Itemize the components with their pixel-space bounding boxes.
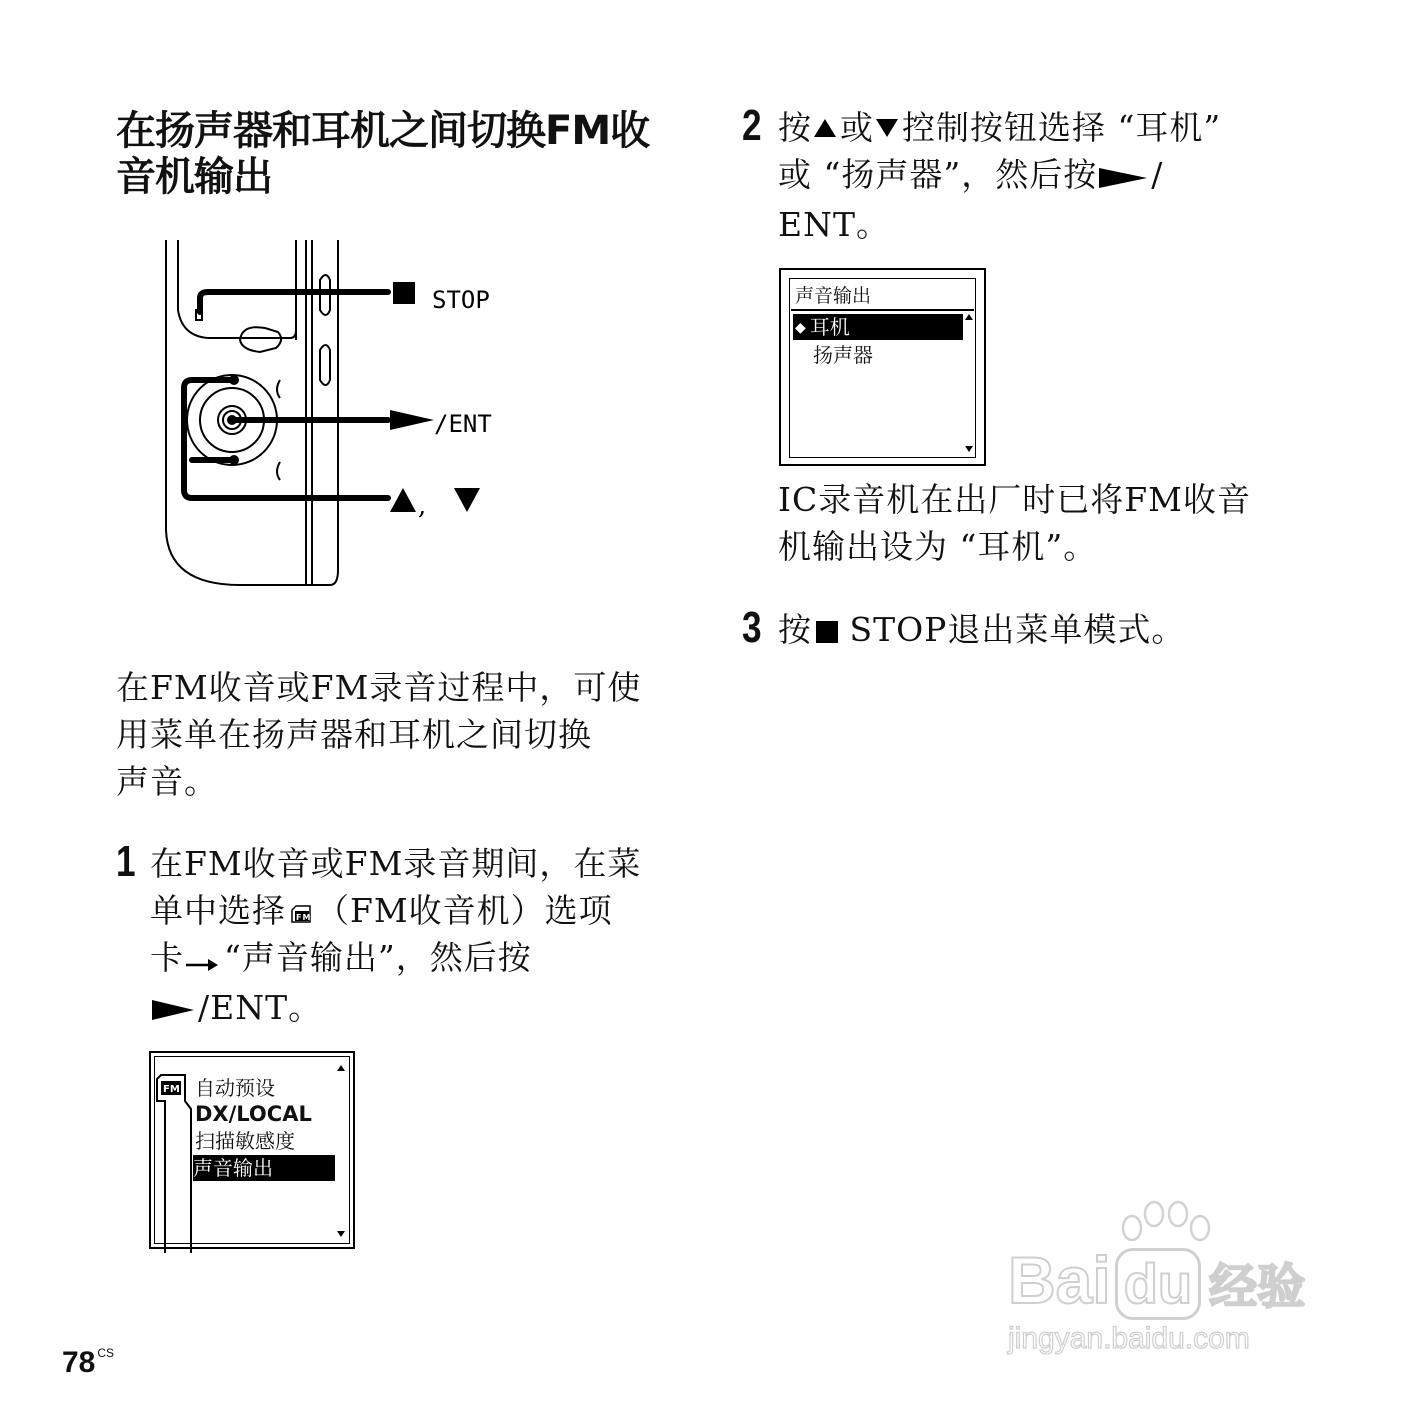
title-divider <box>791 309 974 311</box>
down-triangle-icon <box>454 488 480 512</box>
step-2-text-a: 按 <box>778 108 812 147</box>
svg-text:FM: FM <box>296 913 312 922</box>
page-number <box>62 1346 114 1380</box>
step-1-number: 1 <box>116 837 136 886</box>
step-1-line-3 <box>150 934 641 984</box>
step-2-line-2 <box>778 151 1221 201</box>
section-title <box>116 108 676 200</box>
intro-line: 在FM收音或FM录音过程中，可使 <box>116 668 642 707</box>
step-1-line-1: 在FM收音或FM录音期间，在菜 <box>150 844 642 883</box>
factory-note <box>778 476 1251 570</box>
menu-item[interactable]: 扫描敏感度 <box>195 1129 295 1153</box>
menu-item[interactable]: DX/LOCAL <box>195 1102 312 1126</box>
step-3-text-b: STOP退出菜单模式。 <box>838 610 1186 649</box>
baidu-watermark <box>1000 1200 1340 1380</box>
section-title-line-1: 在扬声器和耳机之间切换FM收 <box>116 108 650 154</box>
stop-square-icon <box>393 282 415 304</box>
step-3-number: 3 <box>742 603 762 652</box>
note-line: IC录音机在出厂时已将FM收音 <box>778 480 1251 519</box>
step-2-line-3: ENT。 <box>778 204 890 244</box>
step-1-text-e: /ENT。 <box>198 987 323 1027</box>
play-triangle-icon <box>390 410 434 430</box>
step-2-text-e: / <box>1151 155 1164 194</box>
menu-item-selected[interactable] <box>793 314 963 340</box>
intro-paragraph <box>116 664 641 805</box>
step-2-text-c: 控制按钮选择 “耳机” <box>902 108 1222 147</box>
arrow-right-icon <box>184 937 224 984</box>
menu-item-selected[interactable]: 声音输出 <box>193 1155 335 1181</box>
step-1-line-2 <box>150 887 641 934</box>
menu-screen-2 <box>779 268 986 466</box>
intro-line: 声音。 <box>116 762 218 801</box>
step-1-text-d: “声音输出”，然后按 <box>224 938 532 977</box>
stop-square-icon <box>816 621 838 643</box>
step-1-line-4 <box>150 984 641 1034</box>
down-triangle-icon <box>874 104 902 151</box>
step-3-text-a: 按 <box>778 610 812 649</box>
scroll-indicator <box>335 1063 347 1239</box>
page-number-suffix: CS <box>97 1346 115 1360</box>
menu-item[interactable]: 扬声器 <box>813 343 873 367</box>
note-line: 机输出设为 “耳机”。 <box>778 527 1098 566</box>
menu-screen-2-title: 声音输出 <box>795 285 872 307</box>
step-2-line-1 <box>778 104 1221 151</box>
step-1-text-b: （FM收音机）选项 <box>316 891 613 930</box>
diamond-icon: ◆ <box>795 320 806 336</box>
enter-label: /ENT <box>434 410 492 438</box>
watermark-url: jingyan.baidu.com <box>1008 1322 1250 1355</box>
updown-separator: , <box>418 491 427 521</box>
step-2-text <box>778 104 1221 248</box>
scroll-indicator <box>963 312 975 456</box>
watermark-bai: Bai <box>1008 1243 1111 1317</box>
play-icon <box>1097 154 1151 201</box>
up-triangle-icon <box>390 488 416 512</box>
intro-line: 用菜单在扬声器和耳机之间切换 <box>116 715 592 754</box>
menu-screen-1 <box>149 1051 355 1249</box>
step-1-text-a: 单中选择 <box>150 891 286 930</box>
step-3-text <box>778 606 1185 653</box>
watermark-brand <box>1008 1242 1305 1320</box>
watermark-paw-box <box>1115 1248 1201 1320</box>
step-2-text-b: 或 <box>840 108 874 147</box>
step-2-text-d: 或 “扬声器”，然后按 <box>778 155 1098 194</box>
menu-item-label: 耳机 <box>809 315 850 339</box>
play-icon <box>150 986 198 1033</box>
step-2-number: 2 <box>742 101 762 150</box>
fm-tab-icon <box>290 889 312 922</box>
section-title-line-2: 音机输出 <box>116 154 272 200</box>
stop-label: STOP <box>432 286 490 314</box>
step-3-line-1 <box>778 606 1185 653</box>
up-triangle-icon <box>812 104 840 151</box>
device-illustration <box>150 240 530 600</box>
step-1-text-c: 卡 <box>150 938 184 977</box>
watermark-cn: 经验 <box>1209 1259 1306 1315</box>
watermark-du: du <box>1123 1252 1193 1315</box>
step-1-text <box>150 840 641 1033</box>
fm-tab-label: FM <box>163 1084 180 1095</box>
fm-tab <box>155 1073 195 1253</box>
menu-item[interactable]: 自动预设 <box>195 1076 275 1100</box>
page-number-value: 78 <box>62 1346 96 1379</box>
